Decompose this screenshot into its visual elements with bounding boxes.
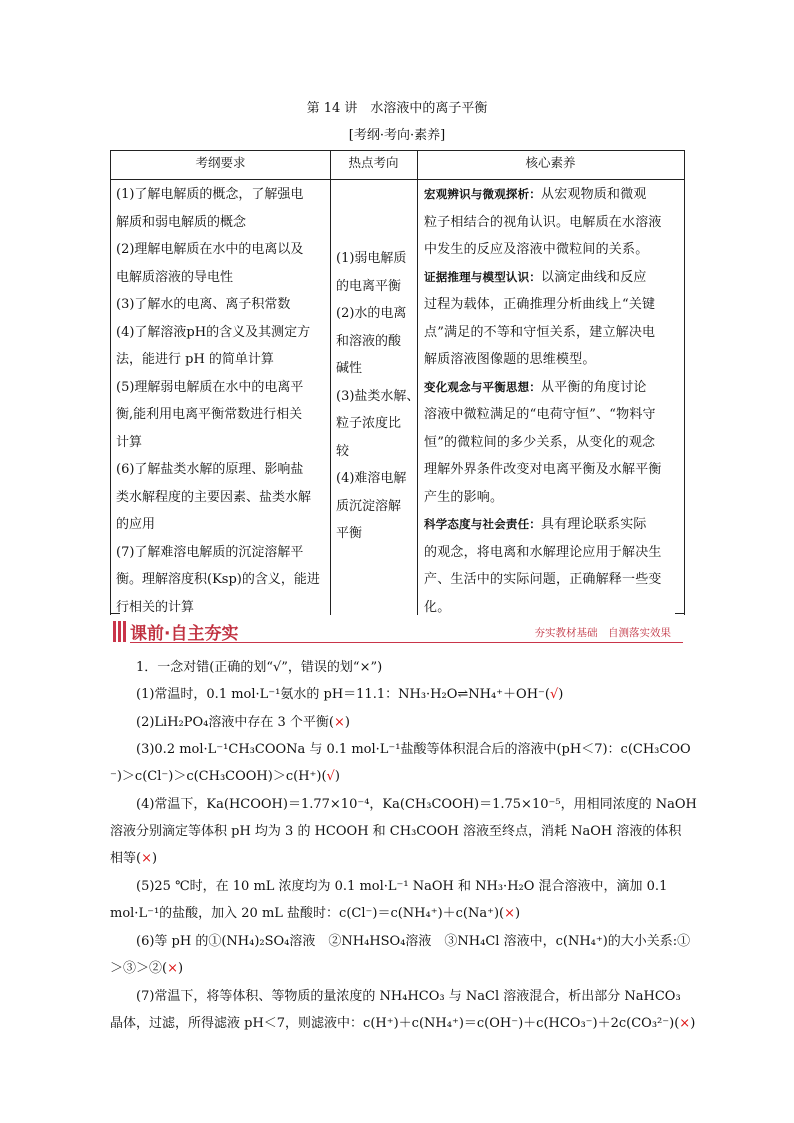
question-text: 晶体，过滤，所得滤液 pH＜7，则滤液中：c(H⁺)＋c(NH₄⁺)＝c(OH⁻)＋c(HCO₃⁻)＋2c(CO₃²⁻)(	[110, 1016, 680, 1031]
question-text: 相等(	[110, 851, 142, 866]
question-line	[110, 683, 563, 702]
page-subtitle: [考纲·考向·素养]	[348, 128, 446, 143]
check-mark-icon: √	[326, 769, 335, 784]
literacy-line	[424, 566, 682, 594]
question-text: 1．一念对错(正确的划“√”，错误的划“×”)	[110, 660, 383, 675]
literacy-line	[424, 346, 682, 374]
question-text: (3)0.2 mol·L⁻¹CH₃COONa 与 0.1 mol·L⁻¹盐酸等体积混合后的溶液中(pH＜7)：c(CH₃COO	[110, 742, 691, 757]
closing-paren: )	[558, 687, 564, 702]
literacy-line	[424, 594, 682, 622]
section-tagline: 夯实教材基础 自测落实效果	[534, 627, 671, 639]
literacy-line	[424, 456, 682, 484]
hot-topic-line: 平衡	[336, 526, 363, 541]
question-line	[110, 875, 667, 894]
syllabus-table	[110, 150, 685, 615]
question-text: (1)常温时，0.1 mol·L⁻¹氨水的 pH＝11.1：NH₃·H₂O⇌NH₄⁺＋OH⁻(	[110, 687, 550, 702]
question-line	[110, 902, 520, 921]
literacy-text: 点”满足的不等和守恒关系，建立解决电	[424, 324, 656, 340]
closing-paren: )	[151, 851, 158, 866]
hot-topic-line: (3)盐类水解、	[336, 388, 420, 404]
cross-mark-icon: ×	[333, 715, 345, 730]
literacy-heading: 变化观念与平衡思想：	[424, 379, 541, 394]
literacy-text: 理解外界条件改变对电离平衡及水解平衡	[424, 462, 662, 477]
check-mark-icon: √	[549, 687, 559, 702]
question-text: ＞③＞②(	[110, 961, 168, 976]
requirement-line: (4)了解溶液pH的含义及其测定方	[116, 324, 311, 340]
literacy-line	[424, 429, 682, 457]
literacy-heading: 科学态度与社会责任：	[424, 517, 541, 531]
literacy-text: 解质溶液图像题的思维模型。	[424, 352, 596, 367]
section-title: 课前·自主夯实	[130, 624, 239, 644]
literacy-line	[424, 484, 682, 512]
requirement-line: 行相关的计算	[116, 599, 195, 615]
hot-topic-line: 碱性	[336, 361, 363, 376]
literacy-text: 中发生的反应及溶液中微粒间的关系。	[424, 242, 649, 257]
column-divider	[330, 151, 331, 615]
question-text: ⁻)＞c(Cl⁻)＞c(CH₃COOH)＞c(H⁺)(	[110, 769, 327, 784]
requirement-line: 类水解程度的主要因素、盐类水解	[116, 489, 312, 505]
literacy-line	[424, 539, 682, 567]
question-text: (4)常温下，Ka(HCOOH)＝1.77×10⁻⁴，Ka(CH₃COOH)＝1.75×10⁻⁵，用相同浓度的 NaOH	[110, 797, 697, 812]
requirement-line: 电解质溶液的导电性	[116, 269, 234, 285]
question-line	[110, 1012, 695, 1031]
literacy-text: 过程为载体，正确推理分析曲线上“关键	[424, 297, 656, 312]
literacy-text: 溶液中微粒满足的“电荷守恒”、“物料守	[424, 407, 656, 422]
hot-topic-line: (4)难溶电解	[336, 471, 407, 486]
closing-paren: )	[177, 961, 184, 976]
cross-mark-icon: ×	[167, 961, 178, 976]
requirement-line: 解质和弱电解质的概念	[116, 214, 247, 230]
literacy-text: 恒”的微粒间的多少关系，从变化的观念	[424, 434, 656, 450]
table-corner-mark	[110, 613, 120, 614]
question-line	[110, 765, 340, 784]
requirement-line: 法，能进行 pH 的简单计算	[116, 352, 274, 367]
literacy-text: 化。	[424, 599, 451, 615]
hot-topic-line: 较	[336, 443, 350, 459]
literacy-text: 具有理论联系实际	[541, 517, 647, 532]
question-line	[110, 656, 382, 675]
question-line	[110, 820, 681, 839]
hot-topics-column	[336, 245, 421, 548]
question-line	[110, 793, 697, 812]
question-text: (5)25 ℃时，在 10 mL 浓度均为 0.1 mol·L⁻¹ NaOH 和 NH₃·H₂O 混合溶液中，滴加 0.1	[110, 879, 668, 894]
requirement-line: 的应用	[116, 517, 156, 532]
question-line	[110, 930, 690, 949]
literacy-line	[424, 181, 682, 209]
literacy-line	[424, 511, 682, 539]
table-header-divider	[111, 179, 684, 180]
hot-topic-line: 粒子浓度比	[336, 416, 402, 431]
requirement-line: (1)了解电解质的概念，了解强电	[116, 187, 304, 202]
literacy-text: 产生的影响。	[424, 489, 504, 505]
literacy-line	[424, 401, 682, 429]
cross-mark-icon: ×	[141, 851, 152, 866]
literacy-line	[424, 291, 682, 319]
closing-paren: )	[334, 769, 340, 784]
table-header-requirements: 考纲要求	[195, 155, 246, 170]
question-text: 溶液分别滴定等体积 pH 均为 3 的 HCOOH 和 CH₃COOH 溶液至终点，消耗 NaOH 溶液的体积	[110, 824, 682, 839]
banner-underline	[130, 642, 683, 643]
literacy-heading: 证据推理与模型认识：	[424, 269, 541, 284]
requirement-line: 衡,能利用电离平衡常数进行相关	[116, 407, 303, 422]
closing-paren: )	[344, 715, 350, 730]
hot-topic-line: 质沉淀溶解	[336, 498, 402, 514]
literacy-text: 从平衡的角度讨论	[541, 379, 647, 395]
literacy-line	[424, 209, 682, 237]
literacy-heading: 宏观辨识与微观探析：	[424, 187, 541, 201]
literacy-text: 的观念，将电离和水解理论应用于解决生	[424, 544, 662, 560]
core-literacy-column	[424, 181, 682, 621]
table-header-core-literacy: 核心素养	[525, 155, 576, 170]
hot-topic-line: (1)弱电解质	[336, 251, 407, 266]
requirement-line: (3)了解水的电离、离子积常数	[116, 297, 291, 312]
literacy-text: 产、生活中的实际问题，正确解释一些变	[424, 572, 662, 587]
literacy-text: 以滴定曲线和反应	[541, 269, 647, 285]
closing-paren: )	[690, 1016, 696, 1031]
question-text: (7)常温下，将等体积、等物质的量浓度的 NH₄HCO₃ 与 NaCl 溶液混合，析出部分 NaHCO₃	[110, 989, 681, 1004]
hot-topic-line: 的电离平衡	[336, 278, 402, 294]
banner-bars-icon	[113, 621, 128, 642]
question-line	[110, 711, 350, 730]
requirement-line: (2)理解电解质在水中的电离以及	[116, 242, 304, 257]
table-header-hot-topics: 热点考向	[348, 155, 399, 170]
requirement-line: 衡。理解溶度积(Ksp)的含义，能进	[116, 572, 320, 587]
question-line	[110, 847, 157, 866]
literacy-line	[424, 374, 682, 402]
literacy-line	[424, 264, 682, 292]
question-text: (6)等 pH 的①(NH₄)₂SO₄溶液 ②NH₄HSO₄溶液 ③NH₄Cl 溶液中，c(NH₄⁺)的大小关系:①	[110, 934, 691, 949]
literacy-line	[424, 319, 682, 347]
requirement-line: (6)了解盐类水解的原理、影响盐	[116, 462, 304, 477]
question-line	[110, 957, 183, 976]
question-text: mol·L⁻¹的盐酸，加入 20 mL 盐酸时：c(Cl⁻)＝c(NH₄⁺)＋c(Na⁺)(	[110, 906, 505, 921]
page-title: 第 14 讲 水溶液中的离子平衡	[306, 101, 488, 116]
closing-paren: )	[515, 906, 521, 921]
literacy-line	[424, 236, 682, 264]
literacy-text: 从宏观物质和微观	[541, 187, 647, 202]
requirement-line: (5)理解弱电解质在水中的电离平	[116, 379, 304, 395]
requirements-column	[116, 181, 326, 621]
hot-topic-line: 和溶液的酸	[336, 333, 402, 349]
question-line	[110, 985, 681, 1004]
literacy-text: 粒子相结合的视角认识。电解质在水溶液	[424, 214, 662, 230]
requirement-line: 计算	[116, 434, 143, 450]
cross-mark-icon: ×	[679, 1016, 691, 1031]
question-text: (2)LiH₂PO₄溶液中存在 3 个平衡(	[110, 715, 334, 730]
cross-mark-icon: ×	[504, 906, 516, 921]
table-corner-mark	[675, 613, 685, 614]
hot-topic-line: (2)水的电离	[336, 306, 407, 321]
section-banner	[113, 619, 683, 645]
question-line	[110, 738, 691, 757]
requirement-line: (7)了解难溶电解质的沉淀溶解平	[116, 544, 304, 560]
